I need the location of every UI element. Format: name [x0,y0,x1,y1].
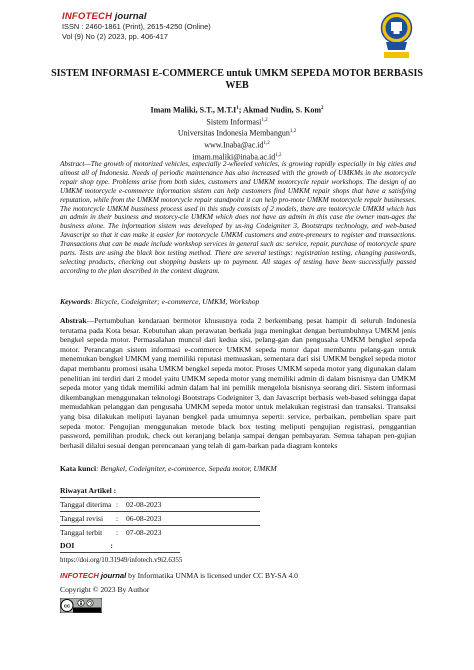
article-history [60,486,260,539]
doi-link[interactable]: https://doi.org/10.31949/infotech.v9i2.6355 [60,556,183,564]
affiliation-1: Sistem Informasi$^{1,2}$ [206,117,268,127]
keywords-label: Keywords [60,297,91,306]
author-names: Imam Maliki, S.T., $M.T.I^1$; Akmad Nudin, S. Kom$^2$ [150,105,324,115]
abstract-label: Abstract [60,160,85,168]
history-row: Tanggal diterima : 02-08-2023 [60,497,260,511]
email-2: imam.maliki@inaba.ac.id$^{1,2}$ [192,152,282,162]
history-heading: Riwayat Artikel : [60,486,117,495]
doi-label: DOI : [60,541,113,550]
author-block [48,104,426,162]
doi-divider [60,552,180,553]
affiliation-2: Universitas Indonesia Membangun$^{1,2}$ [177,128,297,138]
copyright: Copyright © 2023 By Author [60,585,150,594]
license-text[interactable]: by Informatika UNMA is licensed under CC BY-SA 4.0 [126,571,298,580]
keywords-english [60,297,416,306]
journal-logo-icon [380,12,413,60]
kata-kunci-text: : Bengkel, Codeigniter, e-commerce, Sepeda motor, UMKM [96,464,277,473]
paper-title: SISTEM INFORMASI E-COMMERCE untuk UMKM SEPEDA MOTOR BERBASIS WEB [51,68,423,91]
keywords-indonesian [60,464,416,473]
email-1: www.Inaba@ac.id$^{1,2}$ [204,140,270,150]
license-brand: INFOTECH [60,571,99,580]
history-row: Tanggal terbit : 07-08-2023 [60,525,260,539]
issn-line: ISSN : 2460-1861 (Print), 2615-4250 (Online) [62,22,211,31]
abstrak-label: Abstrak [60,316,87,325]
journal-name [62,11,392,22]
kata-kunci-label: Kata kunci [60,464,97,473]
cc-by-sa-icon[interactable] [60,598,102,613]
journal-brand: INFOTECH [62,11,113,22]
history-row: Tanggal revisi : 06-08-2023 [60,511,260,525]
abstract-text: —The growth of motorized vehicles, especially 2-wheeled vehicles, is growing rapidly especially in big cities and almost all of Indonesia. Needs of periodic maintenance has also increased with the growth of UMKMs in the motorcycle repair shop type. Problems arise from both sides, customers and UMKM motorcycle repair workshops. The design of an UMKM motorcycle e-commerce information sistem can help customers find UMKM repair shops that have a satisfying reputation, while from the UMKM motorcycle repair standpoint it can help pro-mote UMKM motorcycle repair businesses. The motorcycle UMKM bussiness process used in this study consists of 2 models, there are motorcycle UMKM which has an admin in their business and motorcy-cle UMKM which does not have an admin in this case the owner man-ages the business alone. The information sistem was developed by us-ing Codeigniter 3, Bootstraps technology, and web-based Javascript so that it can make it easier for motorcycle UMKM customers and entre-preneurs to register and transactions. Transactions that can be made include workshop services in general such as: service, repair, purchase of motorcycle spare parts. Tests are using the black box testing method. There are several testings: registration testing, changing passwords, selecting products, checking out shopping baskets up to payment. All stages of testing have been successfully passed according to the plan described in the context diagram. [60,160,416,275]
license-line: INFOTECH journal by Informatika UNMA is licensed under CC BY-SA 4.0 [60,571,298,580]
abstract-english [60,160,416,276]
svg-text:cc: cc [63,603,71,610]
keywords-text: : Bicycle, Codeigniter; e-commerce, UMKM, Workshop [90,297,260,306]
abstrak-text: —Pertumbuhan kendaraan bermotor khususnya roda 2 berkembang pesat hampir di seluruh Indonesia terutama pada Kota besar. Kebutuhan akan perawatan berkala juga meningkat dengan bertumbuhnya UMKM jenis bengkel sepeda motor. Permasalahan muncul dari kedua sisi, pelang-gan dan pengusaha UMKM bengkel sepeda motor. Perancangan sistem informasi e-commerce UMKM sepeda motor dapat membantu pelang-gan untuk menemukan bengkel UMKM yang memiliki reputasi memuaskan, sementara dari sisi UMKM bengkel sepeda motor dapat membantu promosi usaha UMKM bengkel sepeda motor. Proses UMKM sepeda motor yang digunakan dalam penelitian ini terdiri dari 2 model yaitu UMKM sepeda motor yang memiliki admin di dalam bisnisnya dan UMKM sepeda motor yang tidak memiliki admin dalam hal ini pemilik mengelola bisnisnya seorang diri. Sistem informasi dikembangkan menggunakan teknologi Bootstraps Codeigniter 3, dan Javascript berbasis web-based sehingga dapat memudahkan pelanggan dan pengusaha UMKM sepeda motor untuk melakukan registrasi dan transaksi. Transaksi yang bisa dilakukan meliputi layanan bengkel pada umumnya seperti: service, perbaikan, pembelian spare part sepeda motor. Pengujian menggunakan metode black box testing meliputi pengujian registrasi, penggantian password, pemilihan produk, check out keranjang belanja sampai dengan pembayaran. Semua tahapan pen-gujian berhasil dilalui sesuai dengan perencanaan yang telah di gam-barkan pada diagram konteks [60,316,416,450]
abstract-indonesian [60,316,416,450]
volume-line: Vol (9) No (2) 2023, pp. 406-417 [62,32,168,41]
journal-header [62,11,392,42]
journal-name-rest: journal [112,11,147,22]
